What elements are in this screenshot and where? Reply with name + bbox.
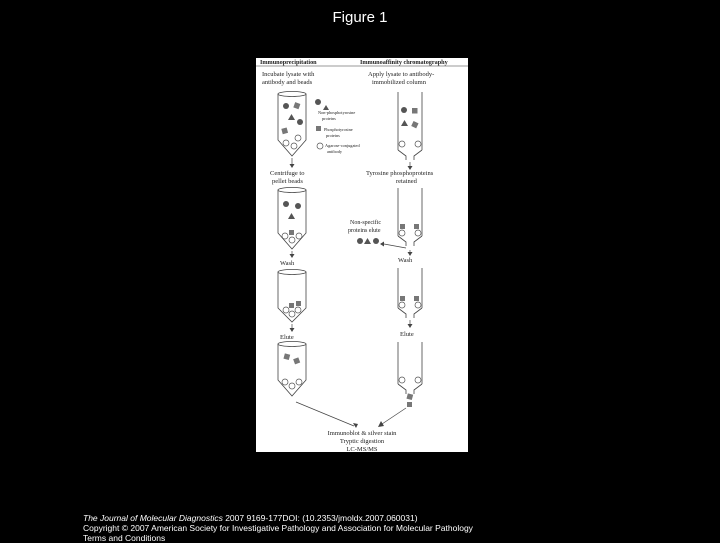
final-step-line2: Tryptic digestion: [339, 438, 385, 445]
eluted-nonspecific-proteins: [357, 238, 379, 244]
right-step2-label-line1: Tyrosine phosphoproteins: [366, 170, 434, 177]
right-step3-label-line2: proteins elute: [348, 228, 381, 234]
column-apply: [398, 92, 422, 160]
right-step1-label-line2: immobilized column: [372, 79, 426, 86]
citation-detail: 2007 9169-177DOI: (10.2353/jmoldx.2007.060031): [222, 513, 418, 523]
legend-phospho-line1: Phosphotyrosine: [324, 127, 353, 132]
legend-antibody-line1: Agarose-conjugated: [325, 143, 360, 148]
legend-phospho-line2: proteins: [326, 133, 340, 138]
left-step2-label-line2: pellet beads: [272, 178, 303, 185]
slide-title: Figure 1: [332, 9, 388, 26]
workflow-diagram: [256, 58, 468, 452]
final-step-line1: Immunoblot & silver stain: [327, 430, 397, 437]
workflow-figure: [256, 58, 468, 452]
right-step3-label-line1: Non-specific: [350, 220, 381, 226]
column-wash: [398, 268, 422, 318]
legend: [315, 99, 360, 154]
terms-link[interactable]: Terms and Conditions: [83, 533, 166, 543]
left-step2-label-line1: Centrifuge to: [270, 170, 305, 177]
tube-incubate: [278, 92, 306, 157]
column-elute: [398, 342, 422, 407]
right-step2-label-line2: retained: [396, 178, 417, 185]
citation-footer: [83, 513, 473, 543]
legend-nonphospho-line1: Non-phosphotyrosine: [318, 110, 356, 115]
left-step1-label-line1: Incubate lysate with: [262, 71, 315, 78]
journal-name: The Journal of Molecular Diagnostics: [83, 513, 223, 523]
tube-elute-left: [278, 342, 306, 397]
final-step-line3: LC-MS/MS: [346, 446, 378, 452]
left-step3-label: Wash: [280, 260, 295, 267]
tube-centrifuge: [278, 188, 306, 250]
header-immunoprecipitation: Immunoprecipitation: [260, 59, 317, 66]
right-step4-label: Wash: [398, 257, 413, 264]
left-step1-label-line2: antibody and beads: [262, 79, 313, 86]
header-immunoaffinity: Immunoaffinity chromatography: [360, 59, 448, 66]
column-retained: [398, 188, 422, 246]
tube-wash: [278, 270, 306, 323]
legend-antibody-line2: antibody: [327, 149, 343, 154]
right-step1-label-line1: Apply lysate to antibody-: [368, 71, 435, 78]
citation-line: [83, 513, 473, 523]
copyright-line: Copyright © 2007 American Society for Investigative Pathology and Association for Molecular Pathology: [83, 523, 473, 533]
right-step5-label: Elute: [400, 331, 414, 338]
legend-nonphospho-line2: proteins: [322, 116, 336, 121]
left-step4-label: Elute: [280, 334, 294, 341]
